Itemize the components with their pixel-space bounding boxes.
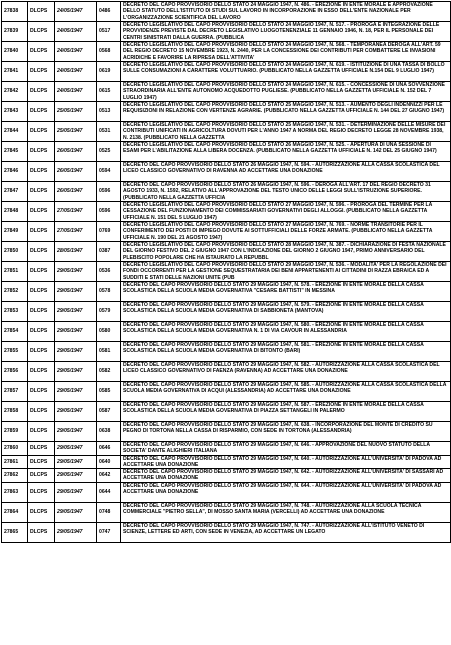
act-description: DECRETO DEL CAPO PROVVISORIO DELLO STATO 29 MAGGIO 1947, N. 579. - EREZIONE IN ENTE MORALE DELLA CASSA SCOLASTICA DELLA SCUOLA MEDIA GOVERNATIVA DI SABBIONETA (MANTOVA) xyxy=(121,302,451,322)
act-type: DLCPS xyxy=(28,62,55,82)
act-date: 27/05/1947 xyxy=(55,222,97,242)
table-row xyxy=(2,522,451,542)
act-description: DECRETO DEL CAPO PROVVISORIO DELLO STATO 26 MAGGIO 1947, N. 594. - AUTORIZZAZIONE ALLA CASSA SCOLASTICA DEL LICEO CLASSICO GOVERNATIVO DI RAVENNA AD ACCETTARE UNA DONAZIONE xyxy=(121,162,451,182)
record-number: 27842 xyxy=(2,82,28,102)
register-table xyxy=(1,1,451,543)
act-description: DECRETO LEGISLATIVO DEL CAPO PROVVISORIO DELLO STATO 27 MAGGIO 1947, N. 596. - PROROGA DEL TERMINE PER LA CESSAZIONE DEL FUNZIONAMENTO DEI COMMISSARIATI GOVERNATIVI DEGLI ALLOGGI. (PUBBLICATO NELLA GAZZETTA UFFICIALE N. 151 DEL 5 LUGLIO 1947) xyxy=(121,202,451,222)
table-row xyxy=(2,455,451,469)
register-rows xyxy=(2,2,451,543)
act-description: DECRETO DEL CAPO PROVVISORIO DELLO STATO 29 MAGGIO 1947, N. 646. - APPROVAZIONE DEL NUOVO STATUTO DELLA SOCIETA' DANTE ALIGHIERI ITALIANA xyxy=(121,442,451,456)
act-date: 25/05/1947 xyxy=(55,122,97,142)
act-code: 0642 xyxy=(97,469,121,483)
table-row xyxy=(2,482,451,502)
act-type: DLCPS xyxy=(28,182,55,202)
act-type: DLCPS xyxy=(28,2,55,22)
act-type: DLCPS xyxy=(28,202,55,222)
act-date: 29/05/1947 xyxy=(55,469,97,483)
table-row xyxy=(2,122,451,142)
act-date: 26/05/1947 xyxy=(55,162,97,182)
act-description: DECRETO LEGISLATIVO DEL CAPO PROVVISORIO DELLO STATO 24 MAGGIO 1947, N. 568. - TEMPORANEA DEROGA ALL'ART. 59 DEL REGIO DECRETO 15 NOVEMBRE 1923, N. 2440, PER LA CONCESSIONE DEI CONTRIBUTI PER COMBATTERE LE INVASIONI ACRIDICHE E FAVORIRE LA RIPRESA DELL'ATTIVITA' xyxy=(121,42,451,62)
act-date: 24/05/1947 xyxy=(55,22,97,42)
table-row xyxy=(2,222,451,242)
act-type: DLCPS xyxy=(28,302,55,322)
act-type: DLCPS xyxy=(28,502,55,522)
act-date: 28/05/1947 xyxy=(55,242,97,262)
act-type: DLCPS xyxy=(28,342,55,362)
record-number: 27862 xyxy=(2,469,28,483)
act-date: 29/05/1947 xyxy=(55,502,97,522)
act-code: 0638 xyxy=(97,422,121,442)
table-row xyxy=(2,302,451,322)
act-type: DLCPS xyxy=(28,362,55,382)
table-row xyxy=(2,422,451,442)
act-type: DLCPS xyxy=(28,122,55,142)
act-type: DLCPS xyxy=(28,142,55,162)
act-description: DECRETO DEL CAPO PROVVISORIO DELLO STATO 29 MAGGIO 1947, N. 642. - AUTORIZZAZIONE ALL'UNIVERSITA' DI SASSARI AD ACCETTARE UNA DONAZIONE xyxy=(121,469,451,483)
act-code: 0578 xyxy=(97,282,121,302)
act-code: 0615 xyxy=(97,82,121,102)
act-description: DECRETO LEGISLATIVO DEL CAPO PROVVISORIO DELLO STATO 24 MAGGIO 1947, N. 619. - ISTITUZIONE DI UNA TASSA DI BOLLO SULLE CONSUMAZIONI A CARATTERE VOLUTTUARIO. (PUBBLICATO NELLA GAZZETTA UFFICIALE N.154 DEL 9 LUGLIO 1947) xyxy=(121,62,451,82)
record-number: 27849 xyxy=(2,222,28,242)
act-date: 24/05/1947 xyxy=(55,2,97,22)
table-row xyxy=(2,442,451,456)
act-date: 29/05/1947 xyxy=(55,455,97,469)
act-date: 29/05/1947 xyxy=(55,382,97,402)
act-code: 0580 xyxy=(97,322,121,342)
record-number: 27838 xyxy=(2,2,28,22)
act-code: 0644 xyxy=(97,482,121,502)
act-description: DECRETO LEGISLATIVO DEL CAPO PROVVISORIO DELLO STATO 25 MAGGIO 1947, N. 531. - DETERMINAZIONE DELLE MISURE DEI CONTRIBUTI UNIFICATI IN AGRICOLTURA DOVUTI PER L'ANNO 1947 A NORMA DEL REGIO DECRETO LEGGE 28 NOVEMBRE 1938, N. 2138. (PUBBLICATO NELLA GAZZETTA xyxy=(121,122,451,142)
table-row xyxy=(2,202,451,222)
table-row xyxy=(2,402,451,422)
act-type: DLCPS xyxy=(28,402,55,422)
act-code: 0596 xyxy=(97,202,121,222)
table-row xyxy=(2,22,451,42)
act-type: DLCPS xyxy=(28,455,55,469)
act-code: 0596 xyxy=(97,182,121,202)
table-row xyxy=(2,362,451,382)
act-type: DLCPS xyxy=(28,442,55,456)
record-number: 27855 xyxy=(2,342,28,362)
record-number: 27854 xyxy=(2,322,28,342)
table-row xyxy=(2,62,451,82)
act-code: 0579 xyxy=(97,302,121,322)
record-number: 27856 xyxy=(2,362,28,382)
act-code: 0619 xyxy=(97,62,121,82)
act-type: DLCPS xyxy=(28,42,55,62)
act-code: 0581 xyxy=(97,342,121,362)
act-description: DECRETO LEGISLATIVO DEL CAPO PROVVISORIO DELLO STATO 29 MAGGIO 1947, N. 536. - MODALITA' PER LA REGOLAZIONE DEI FONDI OCCORRENTI PER LA GESTIONE SEQUESTRATARIA DEI BENI APPARTENENTI AI CITTADINI DI RAZZA EBRAICA ED A SUDDITI E STATI DELLE NAZIONI UNITE (PUB xyxy=(121,262,451,282)
record-number: 27846 xyxy=(2,162,28,182)
record-number: 27839 xyxy=(2,22,28,42)
act-description: DECRETO DEL CAPO PROVVISORIO DELLO STATO 29 MAGGIO 1947, N. 638. - INCORPORAZIONE DEL MONTE DI CREDITO SU PEGNO DI TORTONA NELLA CASSA DI RISPARMIO, CON SEDE IN TORTONA (ALESSANDRIA) xyxy=(121,422,451,442)
act-type: DLCPS xyxy=(28,82,55,102)
record-number: 27845 xyxy=(2,142,28,162)
act-date: 26/05/1947 xyxy=(55,142,97,162)
act-code: 0568 xyxy=(97,42,121,62)
act-code: 0585 xyxy=(97,382,121,402)
act-date: 29/05/1947 xyxy=(55,302,97,322)
act-type: DLCPS xyxy=(28,102,55,122)
act-date: 29/05/1947 xyxy=(55,362,97,382)
act-description: DECRETO LEGISLATIVO DEL CAPO PROVVISORIO DELLO STATO 24 MAGGIO 1947, N. 517. - PROROGA E INTEGRAZIONE DELLE PROVVIDENZE PREVISTE DAL DECRETO LEGISLATIVO LUOGOTENENZIALE 11 GENNAIO 1946, N. 18, PER IL PERSONALE DEI CENTRI SINISTRATI DALLA GUERRA. (PUBBLICA xyxy=(121,22,451,42)
act-date: 25/05/1947 xyxy=(55,102,97,122)
act-date: 26/05/1947 xyxy=(55,182,97,202)
act-type: DLCPS xyxy=(28,422,55,442)
act-description: DECRETO LEGISLATIVO DEL CAPO PROVVISORIO DELLO STATO 27 MAGGIO 1947, N. 769. - NORME TRANSITORIE PER IL CONFERIMENTO DEI POSTI DI IMPIEGO DOVUTE AI SOTTUFFICIALI DELLE FORZE ARMATE. (PUBBLICATO NELLA GAZZETTA UFFICIALE N. 190 DEL 21 AGOSTO 1947) xyxy=(121,222,451,242)
record-number: 27859 xyxy=(2,422,28,442)
act-type: DLCPS xyxy=(28,322,55,342)
act-type: DLCPS xyxy=(28,242,55,262)
record-number: 27848 xyxy=(2,202,28,222)
act-description: DECRETO DEL CAPO PROVVISORIO DELLO STATO 29 MAGGIO 1947, N. 581. - EREZIONE IN ENTE MORALE DELLA CASSA SCOLASTICA DELLA SCUOLA MEDIA GOVERNATIVA DI BITONTO (BARI) xyxy=(121,342,451,362)
record-number: 27863 xyxy=(2,482,28,502)
record-number: 27843 xyxy=(2,102,28,122)
table-row xyxy=(2,162,451,182)
act-type: DLCPS xyxy=(28,22,55,42)
act-code: 0640 xyxy=(97,455,121,469)
table-row xyxy=(2,2,451,22)
act-code: 0531 xyxy=(97,122,121,142)
act-description: DECRETO LEGISLATIVO DEL CAPO PROVVISORIO DELLO STATO 28 MAGGIO 1947, N. 387. - DICHIARAZIONE DI FESTA NAZIONALE DEL GIORNO FESTIVO DEL 2 GIUGNO 1947 CON L'INDICAZIONE DEL GIORNO 2 GIUGNO 1947, PRIMO ANNIVERSARIO DEL PLEBISCITO POPOLARE CHE HA ISTAURATO LA REPUBBL xyxy=(121,242,451,262)
act-code: 0513 xyxy=(97,102,121,122)
act-code: 0747 xyxy=(97,522,121,542)
act-date: 29/05/1947 xyxy=(55,482,97,502)
table-row xyxy=(2,142,451,162)
table-row xyxy=(2,282,451,302)
act-type: DLCPS xyxy=(28,282,55,302)
record-number: 27853 xyxy=(2,302,28,322)
act-date: 29/05/1947 xyxy=(55,262,97,282)
table-row xyxy=(2,382,451,402)
record-number: 27847 xyxy=(2,182,28,202)
act-description: DECRETO DEL CAPO PROVVISORIO DELLO STATO 29 MAGGIO 1947, N. 582. - AUTORIZZAZIONE ALLA CASSA SCOLASTICA DEL LICEO CLASSICO GOVERNATIVO DI FAENZA (RAVENNA) AD ACCETTARE UNA DONAZIONE xyxy=(121,362,451,382)
record-number: 27844 xyxy=(2,122,28,142)
table-row xyxy=(2,82,451,102)
act-description: DECRETO DEL CAPO PROVVISORIO DELLO STATO 29 MAGGIO 1947, N. 747. - AUTORIZZAZIONE ALL'ISTITUTO VENETO DI SCIENZE, LETTERE ED ARTI, CON SEDE IN VENEZIA, AD ACCETTARE UN LEGATO xyxy=(121,522,451,542)
act-code: 0387 xyxy=(97,242,121,262)
act-code: 0646 xyxy=(97,442,121,456)
act-description: DECRETO LEGISLATIVO DEL CAPO PROVVISORIO DELLO STATO 24 MAGGIO 1947, N. 615. - CONCESSIONE DI UNA SOVVENZIONE STRAORDINARIA ALL'ENTE AUTONOMO ACQUEDOTTO PUGLIESE. (PUBBLICATO NELLA GAZZETTA UFFICIALE N. 152 DEL 7 LUGLIO 1947) xyxy=(121,82,451,102)
act-description: DECRETO DEL CAPO PROVVISORIO DELLO STATO 29 MAGGIO 1947, N. 748. - AUTORIZZAZIONE ALLA SCUOLA TECNICA COMMERCIALE "PIETRO SELLA", DI MOSSO SANTA MARIA (VERCELLI) AD ACCETTARE UNA DONAZIONE xyxy=(121,502,451,522)
act-code: 0536 xyxy=(97,262,121,282)
act-date: 29/05/1947 xyxy=(55,282,97,302)
act-type: DLCPS xyxy=(28,382,55,402)
record-number: 27864 xyxy=(2,502,28,522)
act-code: 0748 xyxy=(97,502,121,522)
act-description: DECRETO LEGISLATIVO DEL CAPO PROVVISORIO DELLO STATO 25 MAGGIO 1947, N. 513. - AUMENTO DEGLI INDENNIZZI PER LE REQUISIZIONI IN RELAZIONE CON VERTENZE AGRARIE. (PUBBLICATO NELLA GAZZETTA UFFICIALE N. 144 DEL 27 GIUGNO 1947) xyxy=(121,102,451,122)
table-row xyxy=(2,469,451,483)
act-date: 24/05/1947 xyxy=(55,82,97,102)
act-date: 29/05/1947 xyxy=(55,522,97,542)
act-type: DLCPS xyxy=(28,469,55,483)
act-description: DECRETO DEL CAPO PROVVISORIO DELLO STATO 26 MAGGIO 1947, N. 596. - DEROGA ALL'ART. 17 DEL REGIO DECRETO 31 AGOSTO 1933, N. 1592, RELATIVO ALL'APPROVAZIONE DEL TESTO UNICO DELLE LEGGI SULL'ISTRUZIONE SUPERIORE. (PUBBLICATO NELLA GAZZETTA UFFICIA xyxy=(121,182,451,202)
table-row xyxy=(2,242,451,262)
act-date: 29/05/1947 xyxy=(55,442,97,456)
table-row xyxy=(2,502,451,522)
act-code: 0582 xyxy=(97,362,121,382)
act-description: DECRETO DEL CAPO PROVVISORIO DELLO STATO 29 MAGGIO 1947, N. 578. - EREZIONE IN ENTE MORALE DELLA CASSA SCOLASTICA DELLA SCUOLA MEDIA GOVERNATIVA "CESARE BATTISTI" IN MESSINA xyxy=(121,282,451,302)
act-description: DECRETO DEL CAPO PROVVISORIO DELLO STATO 24 MAGGIO 1947, N. 486. - EREZIONE IN ENTE MORALE E APPROVAZIONE DELLO STATUTO DELL'ISTITUTO DI STUDI SUL LAVORO IN INCORPORAZIONE IN ESSO DELL'ENTE NAZIONALE PER L'ORGANIZZAZIONE SCIENTIFICA DEL LAVORO xyxy=(121,2,451,22)
table-row xyxy=(2,262,451,282)
act-code: 0587 xyxy=(97,402,121,422)
record-number: 27852 xyxy=(2,282,28,302)
act-date: 24/05/1947 xyxy=(55,42,97,62)
act-type: DLCPS xyxy=(28,522,55,542)
record-number: 27858 xyxy=(2,402,28,422)
act-description: DECRETO DEL CAPO PROVVISORIO DELLO STATO 29 MAGGIO 1947, N. 585. - AUTORIZZAZIONE ALLA CASSA SCOLASTICA DELLA SCUOLA MEDIA GOVERNATIVA DI ACQUI (ALESSANDRIA) AD ACCETTARE UNA DONAZIONE xyxy=(121,382,451,402)
act-date: 29/05/1947 xyxy=(55,322,97,342)
act-code: 0486 xyxy=(97,2,121,22)
act-description: DECRETO DEL CAPO PROVVISORIO DELLO STATO 29 MAGGIO 1947, N. 644. - AUTORIZZAZIONE ALL'UNIVERSITA' DI PADOVA AD ACCETTARE UNA DONAZIONE xyxy=(121,482,451,502)
act-date: 24/05/1947 xyxy=(55,62,97,82)
record-number: 27851 xyxy=(2,262,28,282)
act-date: 27/05/1947 xyxy=(55,202,97,222)
act-code: 0517 xyxy=(97,22,121,42)
record-number: 27860 xyxy=(2,442,28,456)
act-date: 29/05/1947 xyxy=(55,422,97,442)
record-number: 27850 xyxy=(2,242,28,262)
table-row xyxy=(2,42,451,62)
act-type: DLCPS xyxy=(28,222,55,242)
record-number: 27841 xyxy=(2,62,28,82)
record-number: 27861 xyxy=(2,455,28,469)
act-code: 0769 xyxy=(97,222,121,242)
act-description: DECRETO DEL CAPO PROVVISORIO DELLO STATO 29 MAGGIO 1947, N. 640. - AUTORIZZAZIONE ALL'UNIVERSITA' DI PADOVA AD ACCETTARE UNA DONAZIONE xyxy=(121,455,451,469)
act-description: DECRETO DEL CAPO PROVVISORIO DELLO STATO 29 MAGGIO 1947, N. 587. - EREZIONE IN ENTE MORALE DELLA CASSA SCOLASTICA DELLA SCUOLA MEDIA GOVERNATIVA DI PIAZZA SETTANGELI IN PALERMO xyxy=(121,402,451,422)
act-description: DECRETO DEL CAPO PROVVISORIO DELLO STATO 29 MAGGIO 1947, N. 580. - EREZIONE IN ENTE MORALE DELLA CASSA SCOLASTICA DELLA SCUOLA MEDIA GOVERNATIVA N. 1 DI VIA CAVOUR IN ALESSANDRIA xyxy=(121,322,451,342)
table-row xyxy=(2,322,451,342)
act-type: DLCPS xyxy=(28,482,55,502)
act-code: 0594 xyxy=(97,162,121,182)
record-number: 27840 xyxy=(2,42,28,62)
act-date: 29/05/1947 xyxy=(55,402,97,422)
record-number: 27857 xyxy=(2,382,28,402)
act-code: 0525 xyxy=(97,142,121,162)
record-number: 27865 xyxy=(2,522,28,542)
act-type: DLCPS xyxy=(28,162,55,182)
act-description: DECRETO LEGISLATIVO DEL CAPO PROVVISORIO DELLO STATO 26 MAGGIO 1947, N. 525. - APERTURA DI UNA SESSIONE DI ESAMI PER L'ABILITAZIONE ALLA LIBERA DOCENZA. (PUBBLICATO NELLA GAZZETTA UFFICIALE N. 142 DEL 25 GIUGNO 1947) xyxy=(121,142,451,162)
table-row xyxy=(2,102,451,122)
act-type: DLCPS xyxy=(28,262,55,282)
act-date: 29/05/1947 xyxy=(55,342,97,362)
table-row xyxy=(2,342,451,362)
table-row xyxy=(2,182,451,202)
